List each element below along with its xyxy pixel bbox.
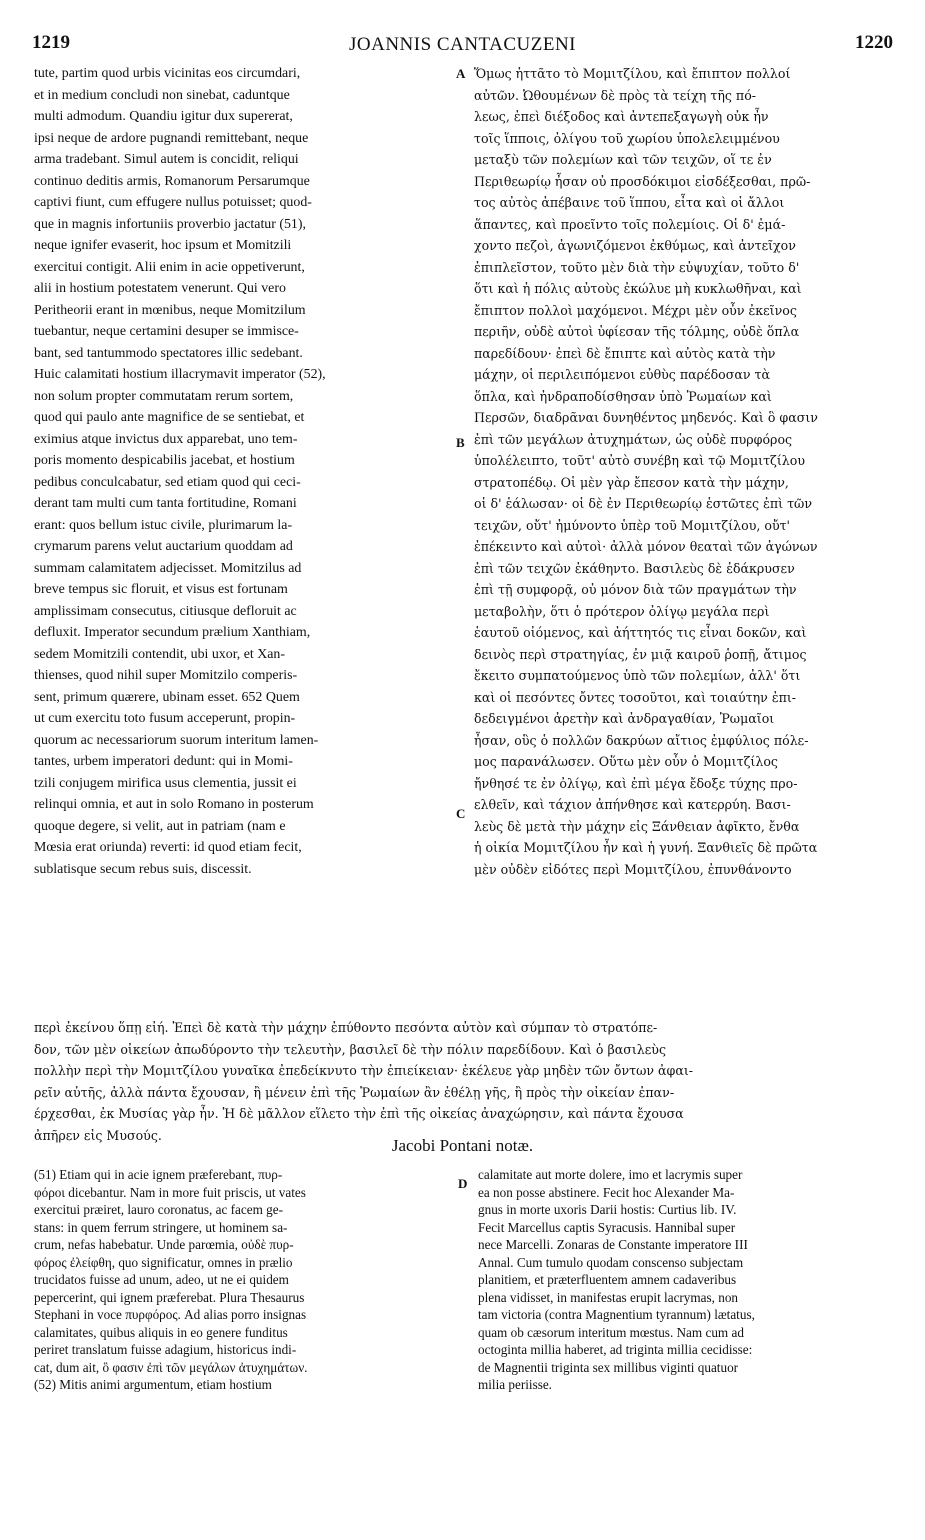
greek-column: Ὅμως ἡττᾶτο τὸ Μομιτζίλου, καὶ ἔπιπτον πολλοί αὐτῶν. Ὠθουμένων δὲ πρὸς τὰ τείχη τῆς πό- λεως, ἐπεὶ διέξοδος καὶ ἀντεπεξαγωγὴ οὐκ ἦν τοῖς ἵπποις, ὀλίγου τοῦ χωρίου ὑπολελειμμένου μεταξὺ τῶν πολεμίων καὶ τῶν τειχῶν, οἵ τε ἐν Περιθεωρίῳ ἦσαν οὐ προσδόκιμοι εἰσδέξεσθαι, πρῶ- τος αὐτὸς ἀπέβαινε τοῦ ἵππου, εἶτα καὶ οἱ ἄλλοι ἅπαντες, καὶ προεῖντο τοῖς πολεμίοις. Οἱ δ' ἐμά- χοντο πεζοὶ, ἀγωνιζόμενοι ἐκθύμως, καὶ ἀντεῖχον ἐπιπλεῖστον, τοῦτο μὲν διὰ τὴν εὐψυχίαν, τοῦτο δ' ὅτι καὶ ἡ πόλις αὐτοὺς ἐκώλυε μὴ κυκλωθῆναι, καὶ ἔπιπτον πολλοὶ μαχόμενοι. Μέχρι μὲν οὖν ἐκεῖνος περιῆν, οὐδὲ αὐτοὶ ὑφίεσαν τῆς τόλμης, οὐδὲ ὅπλα παρεδίδουν· ἐπεὶ δὲ ἔπιπτε καὶ αὐτὸς κατὰ τὴν μάχην, οἱ περιλειπόμενοι εὐθὺς παρέδοσαν τὰ ὅπλα, καὶ ἠνδραποδίσθησαν ὑπὸ Ῥωμαίων καὶ Περσῶν, διαδρᾶναι δυνηθέντος μηδενός. Καὶ ὃ φασιν ἐπὶ τῶν μεγάλων ἀτυχημάτων, ὡς οὐδὲ πυρφόρος ὑπολέλειπτο, τοῦτ' αὐτὸ συνέβη καὶ τῷ Μομιτζίλου στρατοπέδῳ. Οἱ μὲν γὰρ ἔπεσον κατὰ τὴν μάχην, οἱ δ' ἑάλωσαν· οἱ δὲ ἐν Περιθεωρίῳ ἑστῶτες ἐπὶ τῶν τειχῶν, οὔτ' ἠμύνοντο ὑπὲρ τοῦ Μομιτζίλου, οὔτ' ἐπέκειντο καὶ αὐτοὶ· ἀλλὰ μόνον θεαταὶ τῶν ἀγώνων ἐπὶ τῶν τειχῶν ἐκάθηντο. Βασιλεὺς δὲ ἐδάκρυσεν ἐπὶ τῇ συμφορᾷ, οὐ μόνον διὰ τῶν πραγμάτων τὴν μεταβολὴν, ὅτι ὁ πρότερον ὀλίγῳ μεγάλα περὶ ἑαυτοῦ οἰόμενος, καὶ ἀήττητός τις εἶναι δοκῶν, καὶ δεινὸς περὶ στρατηγίας, ἐν μιᾷ καιροῦ ῥοπῇ, ἄτιμος ἔκειτο συμπατούμενος ὑπὸ τῶν πολεμίων, ἀλλ' ὅτι καὶ οἱ πεσόντες ὄντες τοσοῦτοι, καὶ τοιαύτην ἐπι- δεδειγμένοι ἀρετὴν καὶ ἀνδραγαθίαν, Ῥωμαῖοι ἦσαν, οὓς ὁ πολλῶν δακρύων αἴτιος ἐμφύλιος πόλε- μος παρανάλωσεν. Οὕτω μὲν οὖν ὁ Μομιτζίλος ἤνθησέ τε ἐν ὀλίγῳ, καὶ ἐπὶ μέγα ἔδοξε τύχης προ- ελθεῖν, καὶ τάχιον ἀπήνθησε καὶ κατερρύη. Βασι- λεὺς δὲ μετὰ τὴν μάχην εἰς Ξάνθειαν ἀφῖκτο, ἔνθα ἡ οἰκία Μομιτζίλου ἦν καὶ ἡ γυνή. Ξανθιεῖς δὲ πρῶτα μὲν οὐδὲν εἰδότες περὶ Μομιτζίλου, ἐπυνθάνοντο [474,66,818,877]
margin-letter-d: D [458,1176,468,1191]
notes-right-column: calamitate aut morte dolere, imo et lacrymis super ea non posse abstinere. Fecit hoc Alexander Ma- gnus in morte uxoris Darii hostis: Curtius lib. IV. Fecit Marcellus captis Syracusis. Hannibal super nece Marcelli. Zonaras de Constante imperatore III Annal. Cum tumulo quodam conscenso subjectam planitiem, et præterfluentem amnem cadaveribus plena vidisset, in manifestas erupit lacrymas, non tam victoria (contra Magnentium tyrannum) lætatus, quam ob cæsorum interitum mœstus. Nam cum ad octoginta millia haberet, ad triginta millia cecidisse: de Magnentii triginta sex millibus viginti quatuor milia periisse. [478,1167,755,1392]
margin-letter-b: B [456,435,465,450]
page-number-left: 1219 [32,32,70,53]
notes-left-column: (51) Etiam qui in acie ignem præferebant, πυρ- φόροι dicebantur. Nam in more fuit priscis, ut vates exercitui præiret, lauro coronatus, ac facem ge- stans: in quem ferrum stringere, ut hominem sa- crum, nefas habebatur. Unde parœmia, οὐδὲ πυρ- φόρος ἐλείφθη, quo significatur, omnes in prælio trucidatos fuisse ad unum, adeo, ut ne ei quidem pepercerint, qui ignem præferebat. Plura Thesaurus Stephani in voce πυρφόρος. Ad alias porro insignas calamitates, quibus aliquis in eo genere funditus periret translatum fuisse adagium, historicus indi- cat, dum ait, ὃ φασιν ἐπὶ τῶν μεγάλων ἀτυχημάτων. (52) Mitis animi argumentum, etiam hostium [34,1167,308,1392]
running-title: JOANNIS CANTACUZENI [349,34,576,55]
notes-title: Jacobi Pontani notæ. [391,1136,534,1155]
latin-column: tute, partim quod urbis vicinitas eos circumdari, et in medium concludi non sinebat, caduntque multi admodum. Quandiu igitur dux supererat, ipsi neque de ardore pugnandi remittebant, neque arma tradebant. Simul autem is concidit, reliqui continuo deditis armis, Romanorum Persarumque captivi fiunt, cum effugere nullus potuisset; quod- que in magnis infortuniis proverbio jactatur (51), neque ignifer evaserit, hoc ipsum et Momitzili exercitui contigit. Alii enim in acie oppetiverunt, alii in hostium potestatem venerunt. Qui vero Peritheorii erant in mœnibus, neque Momitzilum tuebantur, neque certamini desuper se immisce- bant, sed tantummodo spectatores illic sedebant. Huic calamitati hostium illacrymavit imperator (52), non solum propter commutatam rerum sortem, quod qui paulo ante magnifice de se sentiebat, et eximius atque invictus dux apparebat, uno tem- poris momento despicabilis jacebat, et hostium pedibus conculcabatur, sed etiam quod qui ceci- derant tam multi cum tanta fortitudine, Romani erant: quos bellum istuc civile, plurimarum la- crymarum parens velut auctarium quoddam ad summam calamitatem adjecisset. Momitzilus ad breve tempus sic floruit, et visus est fortunam amplissimam consecutus, citiusque defloruit ac defluxit. Imperator secundum prælium Xanthiam, sedem Momitzili contendit, ubi uxor, et Xan- thienses, quod nihil super Momitzilo comperis- sent, primum quærere, ubinam esset. 652 Quem ut cum exercitu toto fusum acceperunt, propin- quorum ac necessariorum suorum interitum lamen- tantes, urbem imperatori dedunt: qui in Momi- tzili conjugem mirifica usus clementia, jussit ei relinqui omnia, et aut in solo Romano in posterum quoque degere, si velit, aut in patriam (nam e Mœsia erat oriunda) reverti: id quod etiam fecit, sublatisque secum rebus suis, discessit. [34,66,326,877]
page-number-right: 1220 [855,32,893,53]
running-header [32,32,893,60]
margin-letter-a: A [456,66,466,81]
margin-letter-c: C [456,806,466,821]
greek-full-width-text: περὶ ἐκείνου ὅπῃ εἰή. Ἐπεὶ δὲ κατὰ τὴν μάχην ἐπύθοντο πεσόντα αὐτὸν καὶ σύμπαν τὸ στρατόπε- δον, τῶν μὲν οἰκείων ἀπωδύροντο τὴν τελευτὴν, βασιλεῖ δὲ τὴν πόλιν παρεδίδουν. Καὶ ὁ βασιλεὺς πολλὴν περὶ τὴν Μομιτζίλου γυναῖκα ἐπεδείκνυτο τὴν ἐπιείκειαν· ἐκέλευε γὰρ μηδὲν τῶν ὄντων ἀφαι- ρεῖν αὐτῆς, ἀλλὰ πάντα ἔχουσαν, ἢ μένειν ἐπὶ τῆς Ῥωμαίων ἂν ἐθέλῃ γῆς, ἢ πρὸς τὴν οἰκείαν ἐπαν- έρχεσθαι, ἐκ Μυσίας γὰρ ἦν. Ἡ δὲ μᾶλλον εἵλετο τὴν ἐπὶ τῆς οἰκείας ἀναχώρησιν, καὶ πάντα ἔχουσα ἀπῆρεν εἰς Μυσούς. [34,1020,694,1143]
